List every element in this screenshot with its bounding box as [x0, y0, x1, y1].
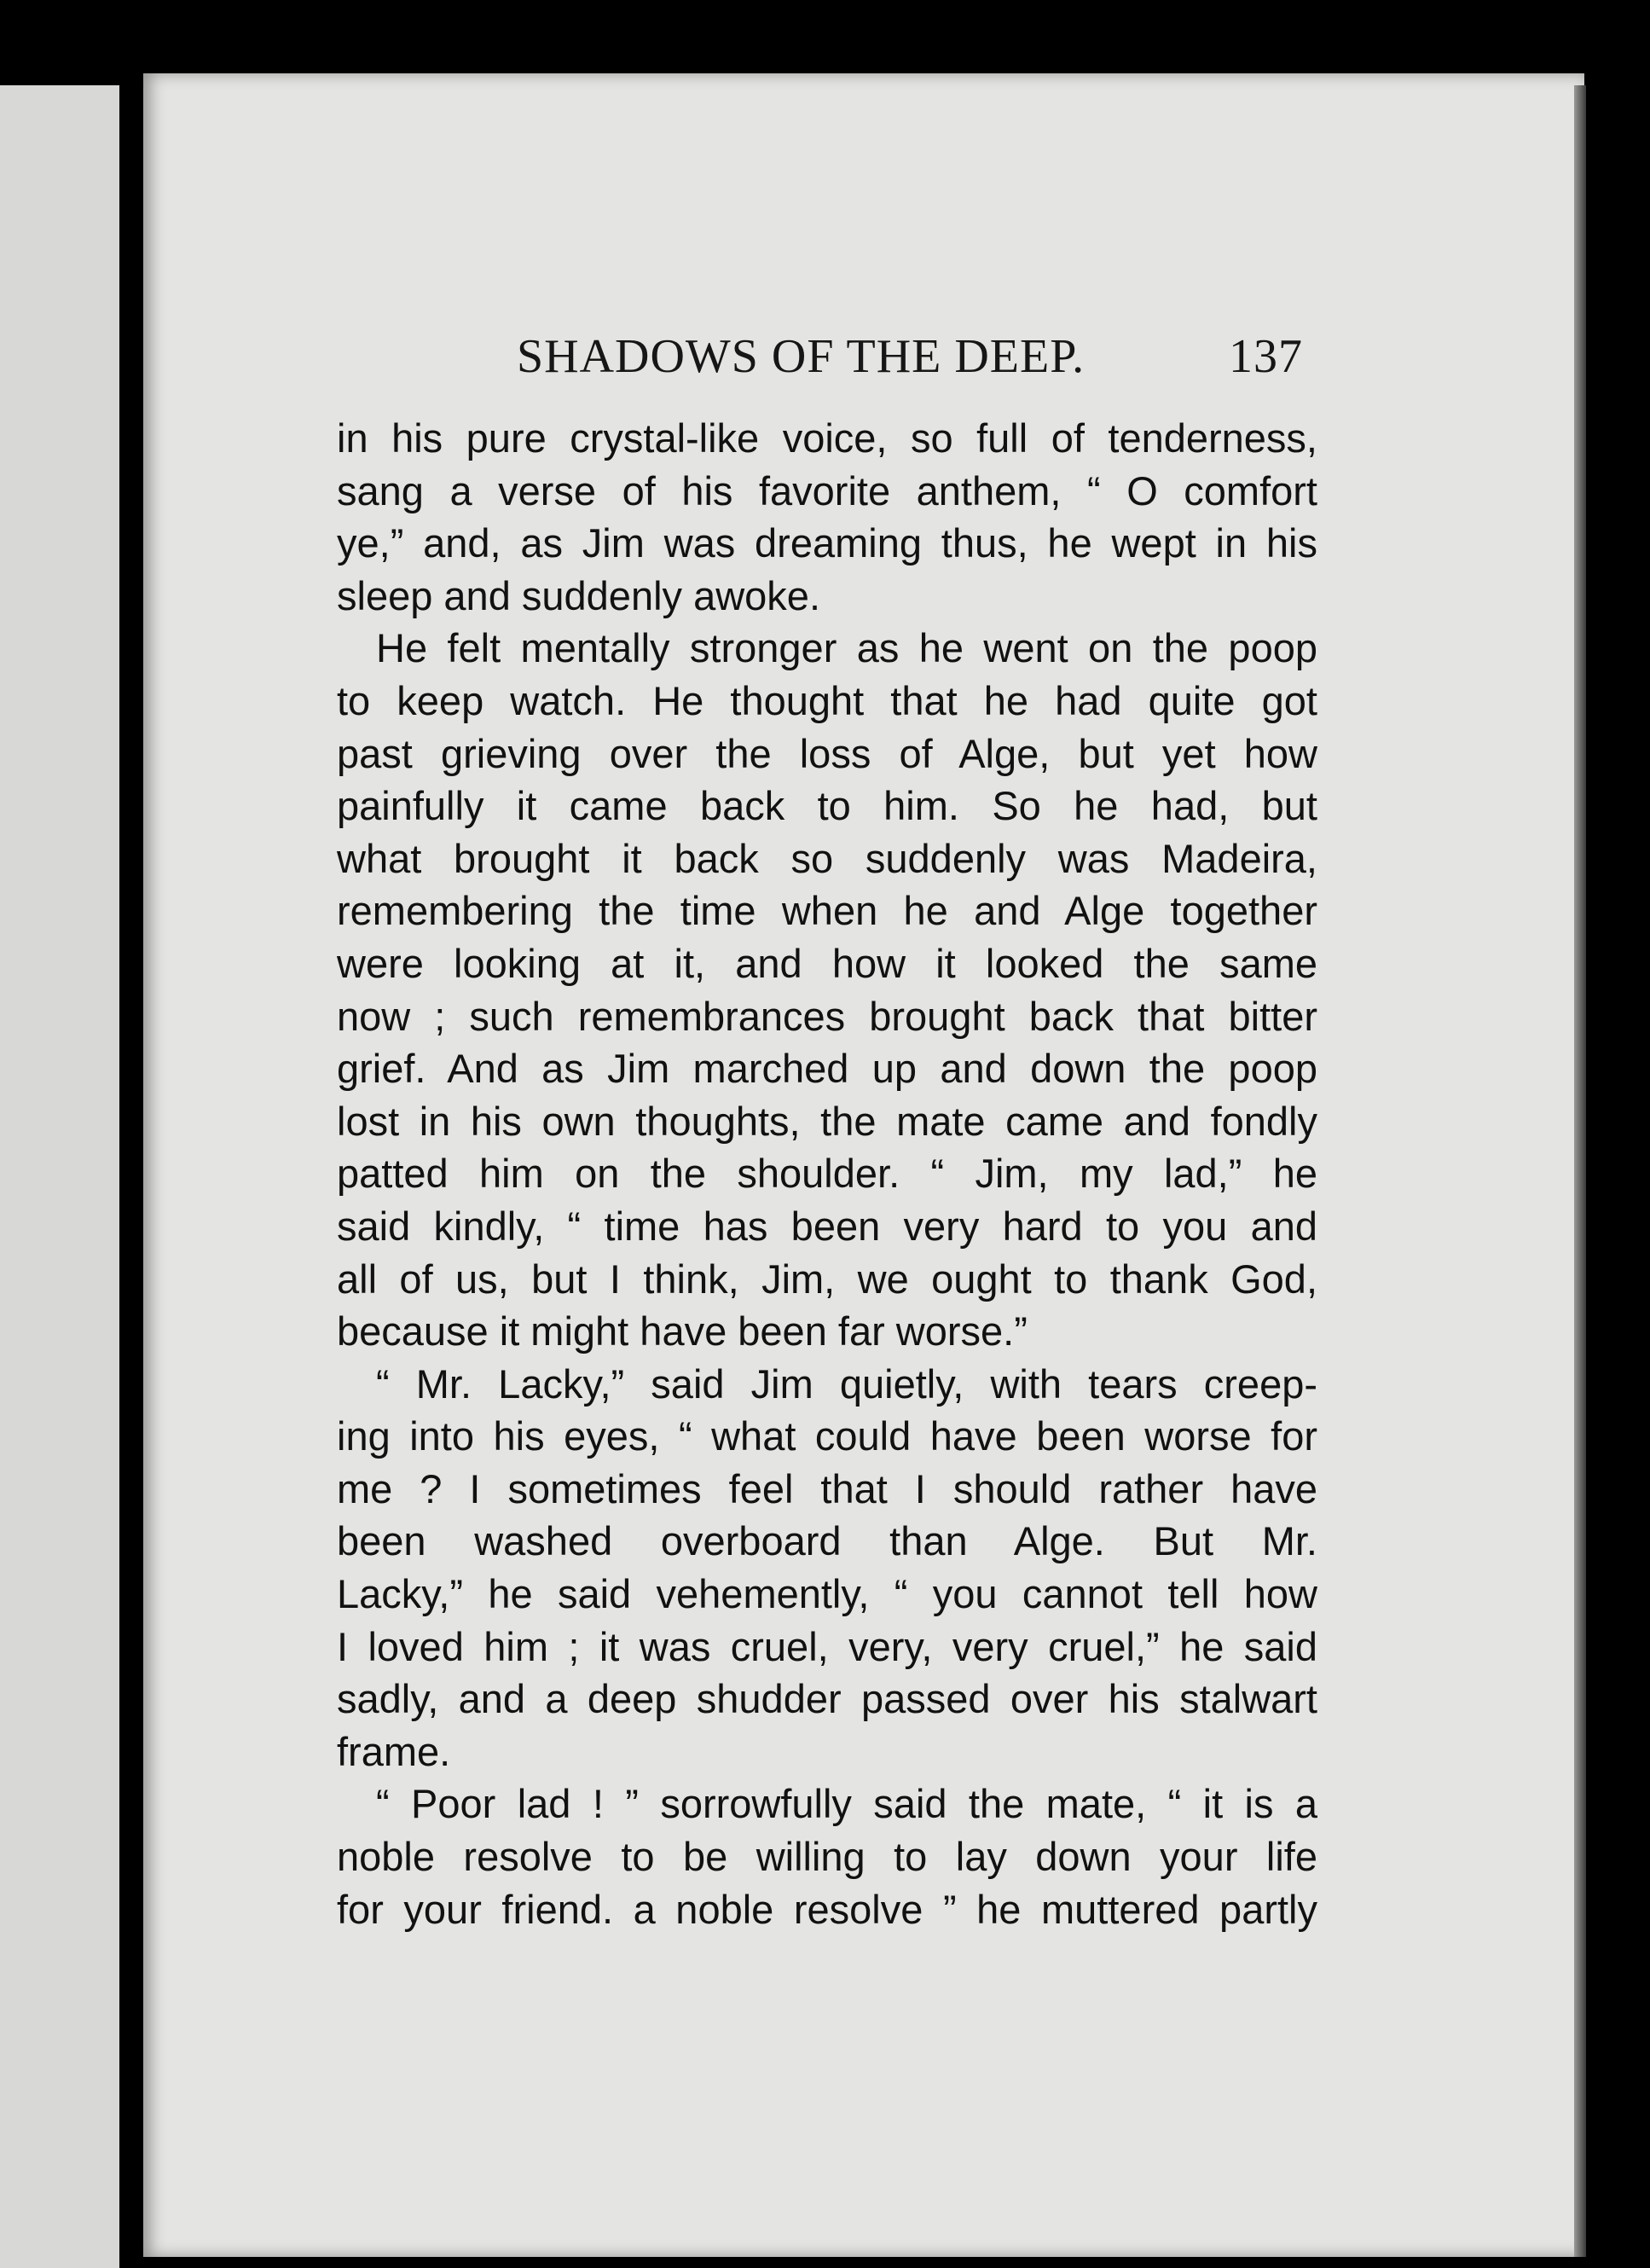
text-line: all of us, but I think, Jim, we ought to thank God, — [337, 1256, 1317, 1302]
text-line: “ Poor lad ! ” sorrowfully said the mate, “ it is a — [376, 1781, 1317, 1827]
text-line: in his pure crystal-like voice, so full of tenderness, — [337, 415, 1317, 461]
text-line: me ? I sometimes feel that I should rather have — [337, 1465, 1317, 1511]
text-line: for your friend. a noble resolve ” he muttered partly — [337, 1886, 1317, 1932]
text-line: to keep watch. He thought that he had quite got — [337, 677, 1317, 723]
text-line: what brought it back so suddenly was Madeira, — [337, 835, 1317, 881]
page-header — [517, 321, 1303, 397]
text-line: patted him on the shoulder. “ Jim, my lad,” he — [337, 1151, 1317, 1197]
text-line: sleep and suddenly awoke. — [337, 572, 821, 618]
facing-page-edge — [0, 85, 119, 2268]
text-line: frame. — [337, 1728, 451, 1774]
text-line: remembering the time when he and Alge together — [337, 888, 1317, 934]
text-line: been washed overboard than Alge. But Mr. — [337, 1518, 1317, 1564]
text-line: because it might have been far worse.” — [337, 1308, 1028, 1354]
text-line: painfully it came back to him. So he had, but — [337, 783, 1317, 829]
page-number: 137 — [1229, 330, 1303, 383]
text-line: Lacky,” he said vehemently, “ you cannot tell how — [337, 1571, 1317, 1617]
text-line: past grieving over the loss of Alge, but yet how — [337, 730, 1317, 776]
text-line: ye,” and, as Jim was dreaming thus, he wept in his — [337, 520, 1317, 566]
text-line: I loved him ; it was cruel, very, very cruel,” he said — [337, 1623, 1317, 1669]
body-text — [337, 412, 1317, 1935]
text-line: sang a verse of his favorite anthem, “ O comfort — [337, 467, 1317, 513]
text-line: were looking at it, and how it looked the same — [337, 940, 1317, 986]
text-line: ing into his eyes, “ what could have been worse for — [337, 1413, 1317, 1459]
text-line: He felt mentally stronger as he went on the poop — [376, 625, 1317, 671]
text-line: grief. And as Jim marched up and down the poop — [337, 1046, 1317, 1092]
text-line: sadly, and a deep shudder passed over his stalwart — [337, 1676, 1317, 1722]
text-line: said kindly, “ time has been very hard to you and — [337, 1203, 1317, 1249]
running-head: SHADOWS OF THE DEEP. — [517, 330, 1086, 383]
text-line: lost in his own thoughts, the mate came and fondly — [337, 1098, 1317, 1144]
page-edge-shadow — [1574, 85, 1586, 2257]
text-line: noble resolve to be willing to lay down your life — [337, 1834, 1317, 1880]
text-line: now ; such remembrances brought back that bitter — [337, 993, 1317, 1039]
text-line: “ Mr. Lacky,” said Jim quietly, with tears creep- — [376, 1360, 1317, 1407]
